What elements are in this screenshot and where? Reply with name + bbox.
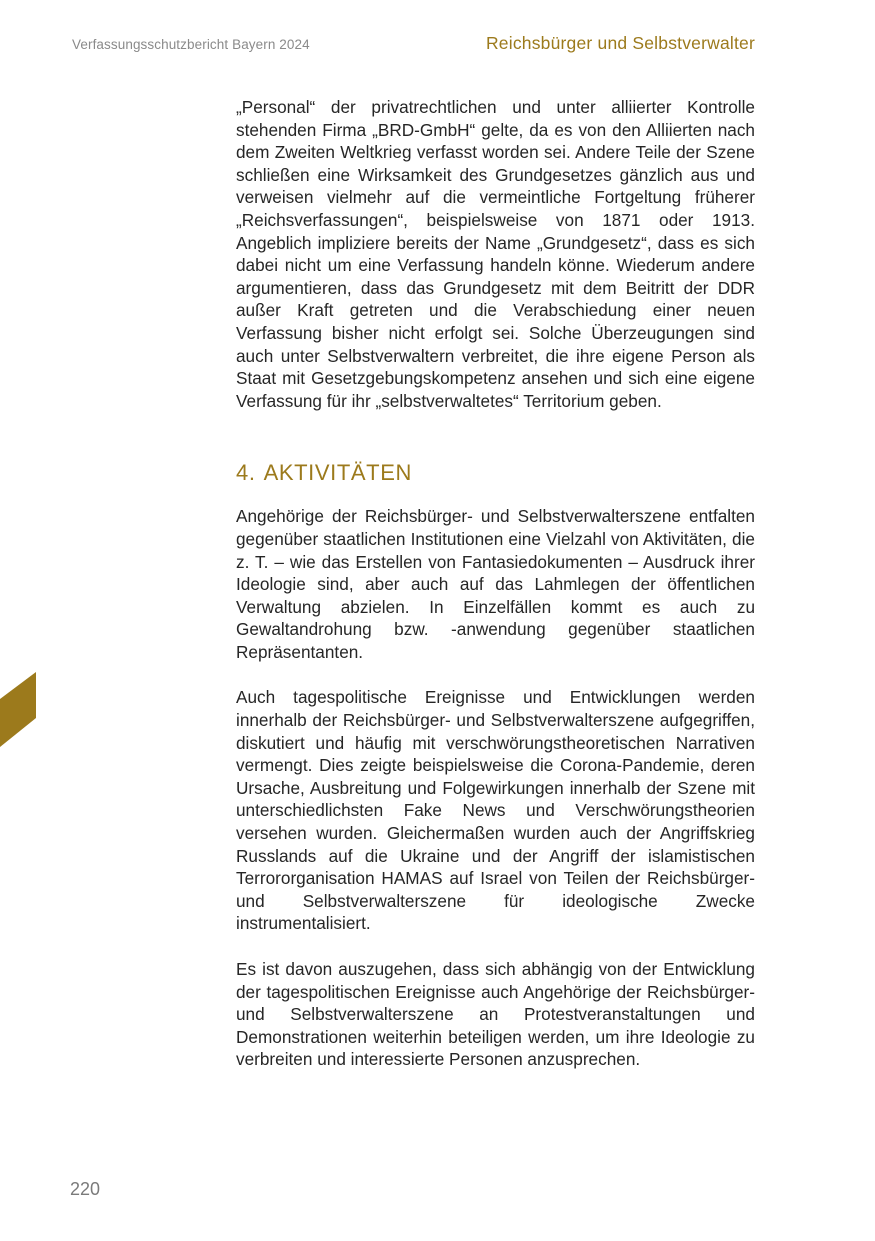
- page-number: 220: [70, 1179, 101, 1199]
- intro-paragraph: „Personal“ der privatrechtlichen und unter alliierter Kontrolle stehenden Firma „BRD-GmbH“ gelte, da es von den Alliierten nach dem Zweiten Weltkrieg verfasst worden sei. Andere Teile der Szene schließen eine Wirksamkeit des Grundgesetzes gänzlich aus und verweisen vielmehr auf die vermeintliche Fortgeltung früherer „Reichsverfassungen“, beispielsweise von 1871 oder 1913. Angeblich impliziere bereits der Name „Grundgesetz“, dass es sich dabei nicht um eine Verfassung handeln könne. Wiederum andere argumentieren, dass das Grundgesetz mit dem Beitritt der DDR außer Kraft getreten und die Verabschiedung einer neuen Verfassung bisher nicht erfolgt sei. Solche Überzeugungen sind auch unter Selbstverwaltern verbreitet, die ihre eigene Person als Staat mit Gesetzgebungskompetenz ansehen und sich eine eigene Verfassung für ihr „selbstverwaltetes“ Territorium geben.: [236, 97, 755, 411]
- section-paragraph-1: Angehörige der Reichsbürger- und Selbstverwalterszene entfalten gegenüber staatlichen Institutionen eine Vielzahl von Aktivitäten, die z. T. – wie das Erstellen von Fantasiedokumenten – Ausdruck ihrer Ideologie sind, aber auch auf das Lahmlegen der öffentlichen Verwaltung abzielen. In Einzelfällen kommt es auch zu Gewaltandrohung bzw. -anwendung gegenüber staatlichen Repräsentanten.: [236, 506, 755, 662]
- section-number: 4.: [236, 460, 256, 486]
- page-body: [236, 96, 755, 1071]
- running-header-chapter: Reichsbürger und Selbstverwalter: [485, 33, 755, 53]
- chapter-tab-marker: [0, 672, 36, 747]
- section-paragraph-3: Es ist davon auszugehen, dass sich abhängig von der Entwicklung der tagespolitischen Ereignisse auch Angehörige der Reichsbürger- und Selbstverwalterszene an Protestveranstaltungen und Demonstrationen weiterhin beteiligen werden, um ihre Ideologie zu verbreiten und interessierte Personen anzusprechen.: [236, 959, 755, 1070]
- running-header-publication: Verfassungsschutzbericht Bayern 2024: [72, 37, 310, 52]
- section-title: AKTIVITÄTEN: [263, 460, 412, 486]
- section-paragraph-2: Auch tagespolitische Ereignisse und Entwicklungen werden innerhalb der Reichsbürger- und Selbstverwalterszene aufgegriffen, diskutiert und häufig mit verschwörungstheoretischen Narrativen vermengt. Dies zeigte beispielsweise die Corona-Pandemie, deren Ursache, Ausbreitung und Folgewirkungen innerhalb der Szene mit unterschiedlichsten Fake News und Verschwörungstheorien versehen wurden. Gleichermaßen wurden auch der Angriffskrieg Russlands auf die Ukraine und der Angriff der islamistischen Terrororganisation HAMAS auf Israel von Teilen der Reichsbürger- und Selbstverwalterszene für ideologische Zwecke instrumentalisiert.: [236, 687, 755, 934]
- section-heading: [236, 459, 755, 495]
